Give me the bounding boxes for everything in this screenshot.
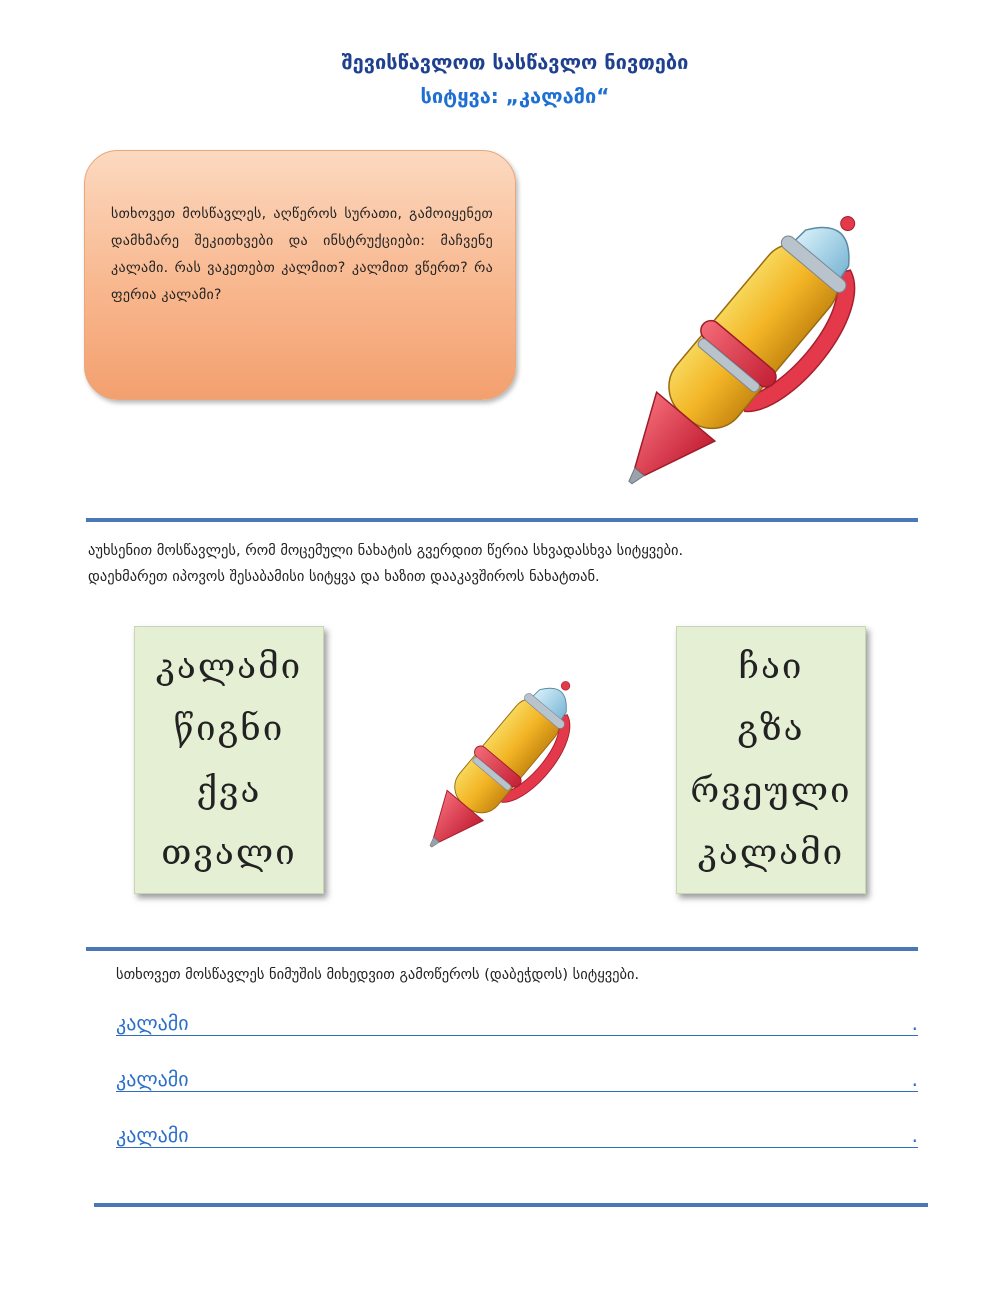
pen-illustration-large [560,170,920,500]
writing-line[interactable] [116,1117,918,1148]
sample-word: კალამი [116,1011,189,1035]
writing-line[interactable] [116,1061,918,1092]
bottom-divider [94,1203,928,1207]
word-option[interactable]: კალამი [155,647,303,687]
sample-word: კალამი [116,1067,189,1091]
word-option[interactable]: გზა [737,709,805,749]
writing-line[interactable] [116,1005,918,1036]
match-instruction-line-1: აუხსენით მოსწავლეს, რომ მოცემული ნახატის გვერდით წერია სხვადასხვა სიტყვები. [88,543,684,559]
word-option[interactable]: ქვა [196,771,262,811]
word-option[interactable]: ჩაი [738,647,804,687]
match-instruction-line-2: დაეხმარეთ იპოვოს შესაბამისი სიტყვა და ხაზით დააკავშიროს ნახატთან. [88,569,600,585]
instruction-box [84,150,516,400]
section-divider [86,947,918,951]
word-option[interactable]: კალამი [697,833,845,873]
word-card-left [134,626,324,894]
page-title: შევისწავლოთ სასწავლო ნივთები [341,50,689,74]
instruction-text: სთხოვეთ მოსწავლეს, აღწეროს სურათი, გამოიყენეთ დამხმარე შეკითხვები და ინსტრუქციები: მაჩვენე კალამი. რას ვაკეთებთ კალმით? კალმით ვწერთ? რა ფერია კალამი? [111,206,493,303]
word-option[interactable]: წიგნი [173,709,285,749]
page-subtitle: სიტყვა: „კალამი“ [420,84,610,108]
word-card-right [676,626,866,894]
line-end-dot: . [911,1123,918,1147]
line-end-dot: . [911,1011,918,1035]
word-option[interactable]: რვეული [690,771,852,811]
word-option[interactable]: თვალი [161,833,297,873]
sample-word: კალამი [116,1123,189,1147]
section-divider [86,518,918,522]
write-instruction: სთხოვეთ მოსწავლეს ნიმუშის მიხედვით გამოწეროს (დაბეჭდოს) სიტყვები. [116,967,640,983]
pen-illustration-small [380,650,630,870]
line-end-dot: . [911,1067,918,1091]
